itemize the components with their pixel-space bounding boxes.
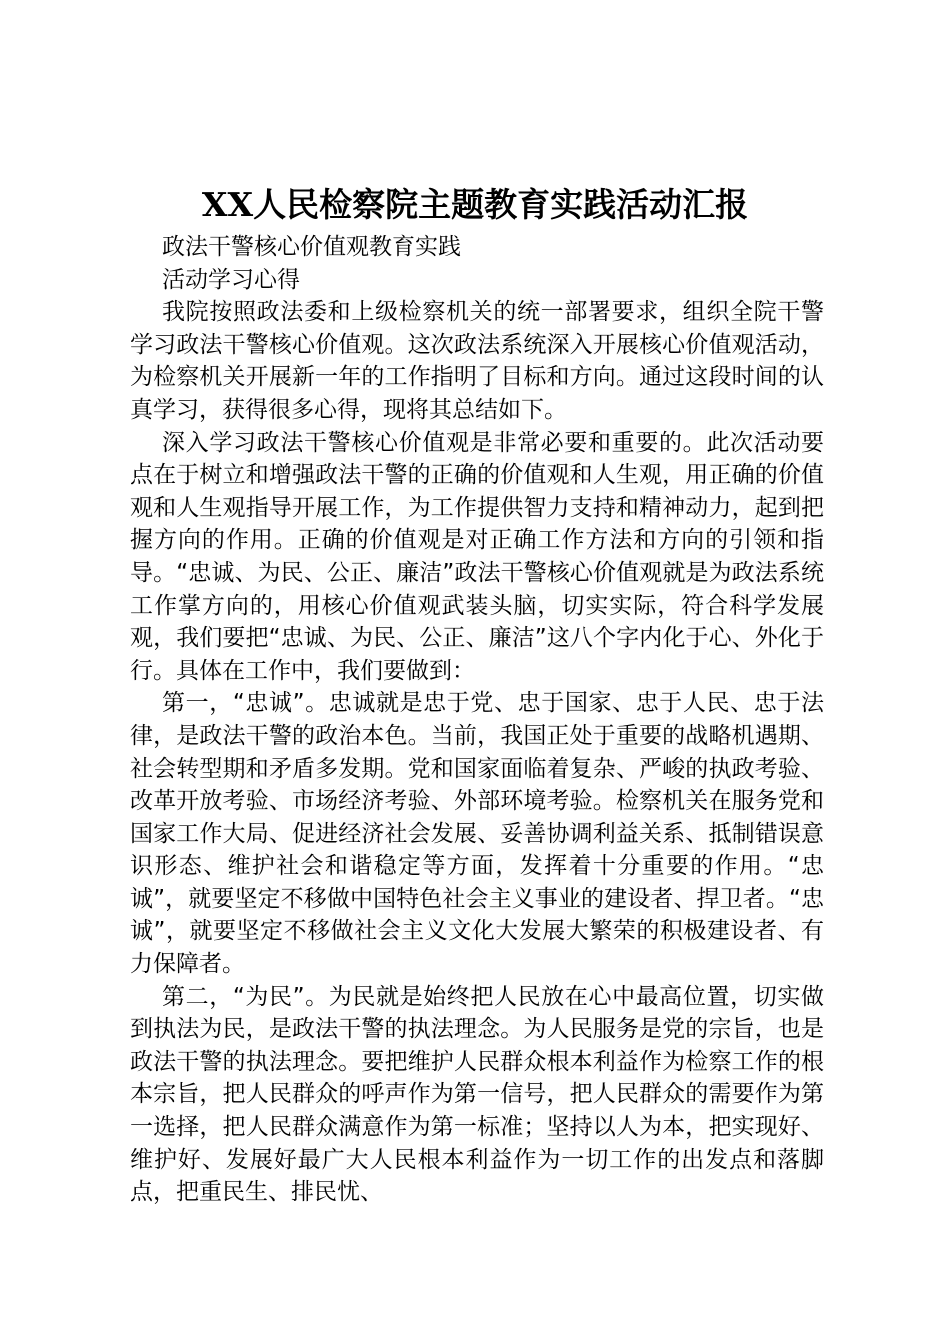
document-title: XX人民检察院主题教育实践活动汇报	[201, 185, 749, 224]
paragraph-for-people: 第二，“为民”。为民就是始终把人民放在心中最高位置，切实做到执法为民，是政法干警的执法理念。为人民服务是党的宗旨，也是政法干警的执法理念。要把维护人民群众根本利益作为检察工作的根本宗旨，把人民群众的呼声作为第一信号，把人民群众的需要作为第一选择，把人民群众满意作为第一标准；坚持以人为本，把实现好、维护好、发展好最广大人民根本利益作为一切工作的出发点和落脚点，把重民生、排民忧、	[130, 983, 824, 1206]
subtitle-line-2: 活动学习心得	[162, 266, 300, 293]
paragraph-loyalty: 第一，“忠诚”。忠诚就是忠于党、忠于国家、忠于人民、忠于法律，是政法干警的政治本色。当前，我国正处于重要的战略机遇期、社会转型期和矛盾多发期。党和国家面临着复杂、严峻的执政考验、改革开放考验、市场经济考验、外部环境考验。检察机关在服务党和国家工作大局、促进经济社会发展、妥善协调利益关系、抵制错误意识形态、维护社会和谐稳定等方面，发挥着十分重要的作用。“忠诚”，就要坚定不移做中国特色社会主义事业的建设者、捍卫者。“忠诚”，就要坚定不移做社会主义文化大发展大繁荣的积极建设者、有力保障者。	[130, 690, 824, 978]
paragraph-importance: 深入学习政法干警核心价值观是非常必要和重要的。此次活动要点在于树立和增强政法干警的正确的价值观和人生观，用正确的价值观和人生观指导开展工作，为工作提供智力支持和精神动力，起到把握方向的作用。正确的价值观是对正确工作方法和方向的引领和指导。“忠诚、为民、公正、廉洁”政法干警核心价值观就是为政法系统工作掌方向的，用核心价值观武装头脑，切实实际，符合科学发展观，我们要把“忠诚、为民、公正、廉洁”这八个字内化于心、外化于行。具体在工作中，我们要做到：	[130, 429, 824, 684]
subtitle-line-1: 政法干警核心价值观教育实践	[162, 234, 461, 260]
paragraph-intro: 我院按照政法委和上级检察机关的统一部署要求，组织全院干警学习政法干警核心价值观。这次政法系统深入开展核心价值观活动，为检察机关开展新一年的工作指明了目标和方向。通过这段时间的认真学习，获得很多心得，现将其总结如下。	[130, 299, 824, 423]
document-body	[130, 231, 824, 1209]
